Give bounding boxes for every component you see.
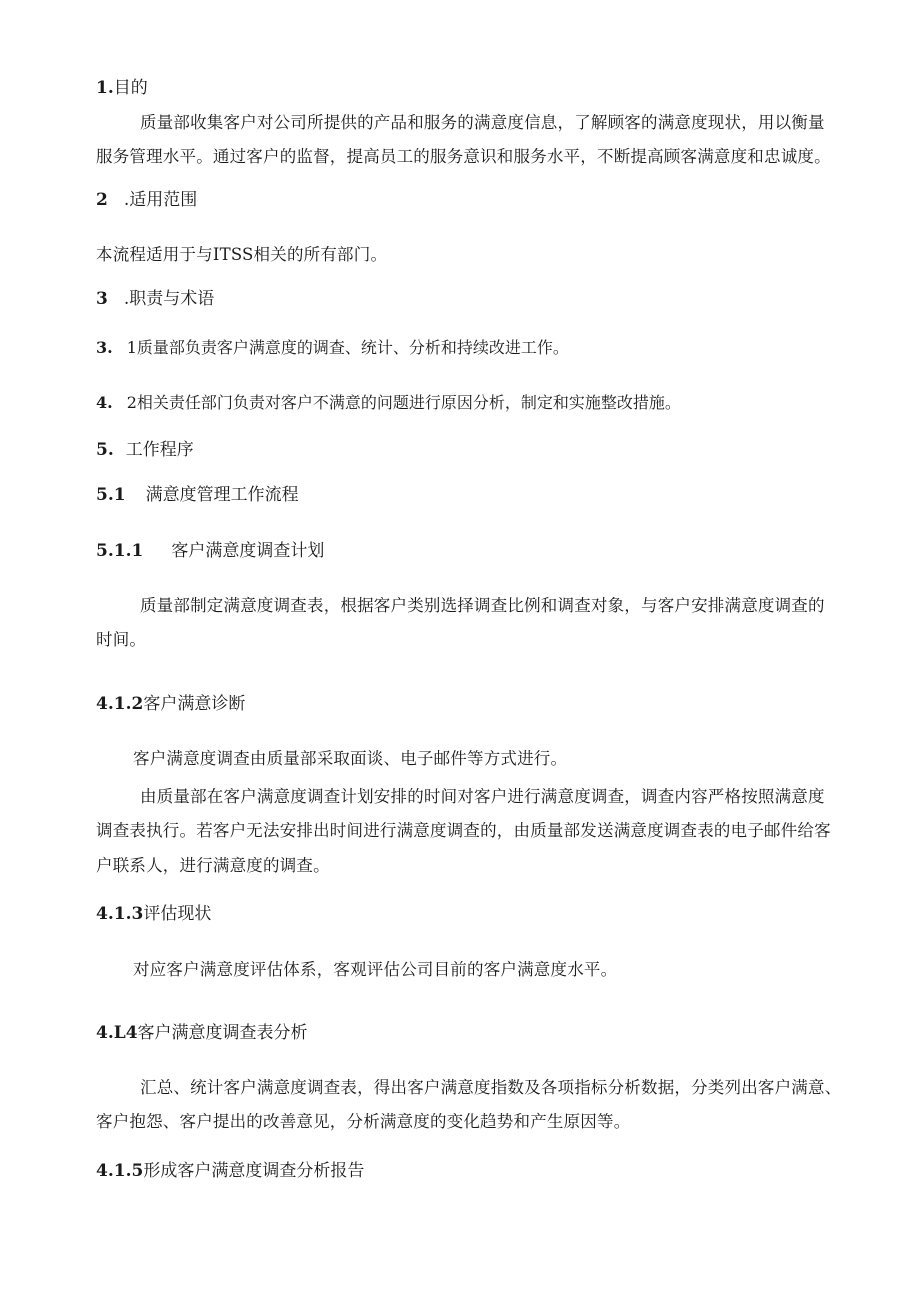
section-number: 5.1 [96, 485, 126, 505]
section-title: 客户满意度调查计划 [171, 541, 325, 561]
paragraph-line: 由质量部在客户满意度调查计划安排的时间对客户进行满意度调查，调查内容严格按照满意度 [140, 787, 825, 806]
section-4-1-3-heading [96, 898, 920, 930]
paragraph-line: 调查表执行。若客户无法安排出时间进行满意度调查的，由质量部发送满意度调查表的电子邮件给客 [96, 821, 831, 840]
section-4-2 [96, 387, 920, 419]
section-5-1-1-heading [96, 535, 920, 567]
section-number: 1. [96, 78, 114, 98]
section-number: 2 [96, 190, 108, 210]
paragraph-line: 客户抱怨、客户提出的改善意见，分析满意度的变化趋势和产生原因等。 [96, 1112, 631, 1131]
section-2-heading [96, 184, 920, 216]
paragraph-line: 服务管理水平。通过客户的监督，提高员工的服务意识和服务水平，不断提高顾客满意度和忠诚度。 [96, 147, 831, 166]
section-5-heading [96, 434, 920, 466]
paragraph-line: 客户满意度调查由质量部采取面谈、电子邮件等方式进行。 [133, 749, 568, 768]
section-number: 4.L4 [96, 1023, 138, 1043]
section-number: 4. [96, 393, 113, 412]
paragraph-line: 对应客户满意度评估体系，客观评估公司目前的客户满意度水平。 [133, 960, 618, 979]
section-title: 目的 [113, 78, 148, 98]
paragraph-line: 汇总、统计客户满意度调查表，得出客户满意度指数及各项指标分析数据，分类列出客户满意、 [140, 1078, 842, 1097]
section-title: 客户满意诊断 [143, 694, 246, 714]
section-number: 5. [96, 440, 114, 460]
section-title: 1质量部负责客户满意度的调查、统计、分析和持续改进工作。 [126, 338, 569, 357]
section-number: 3. [96, 338, 113, 357]
section-number: 3 [96, 289, 108, 309]
section-title: .适用范围 [123, 190, 198, 210]
section-title: 评估现状 [143, 904, 212, 924]
section-title: .职责与术语 [123, 289, 215, 309]
paragraph-line: 质量部制定满意度调查表，根据客户类别选择调查比例和调查对象，与客户安排满意度调查的 [140, 596, 825, 615]
section-title: 工作程序 [125, 440, 194, 460]
paragraph-line: 时间。 [96, 630, 147, 649]
section-number: 5.1.1 [96, 541, 144, 561]
section-3-heading [96, 283, 920, 315]
section-title: 满意度管理工作流程 [145, 485, 299, 505]
paragraph-line: 本流程适用于与ITSS相关的所有部门。 [96, 245, 388, 264]
paragraph-line: 质量部收集客户对公司所提供的产品和服务的满意度信息，了解顾客的满意度现状，用以衡量 [140, 113, 825, 132]
section-3-1 [96, 332, 920, 364]
section-title: 形成客户满意度调查分析报告 [143, 1161, 365, 1181]
section-number: 4.1.5 [96, 1161, 144, 1181]
section-number: 4.1.3 [96, 904, 144, 924]
section-4-1-2-heading [96, 688, 920, 720]
section-number: 4.1.2 [96, 694, 144, 714]
paragraph-line: 户联系人，进行满意度的调查。 [96, 856, 330, 875]
section-4-1-5-heading [96, 1155, 920, 1187]
section-4-1-4-heading [96, 1017, 920, 1049]
section-title: 客户满意度调查表分析 [137, 1023, 308, 1043]
section-1-heading [96, 72, 920, 104]
section-5-1-heading [96, 479, 920, 511]
section-title: 2相关责任部门负责对客户不满意的问题进行原因分析，制定和实施整改措施。 [126, 393, 681, 412]
